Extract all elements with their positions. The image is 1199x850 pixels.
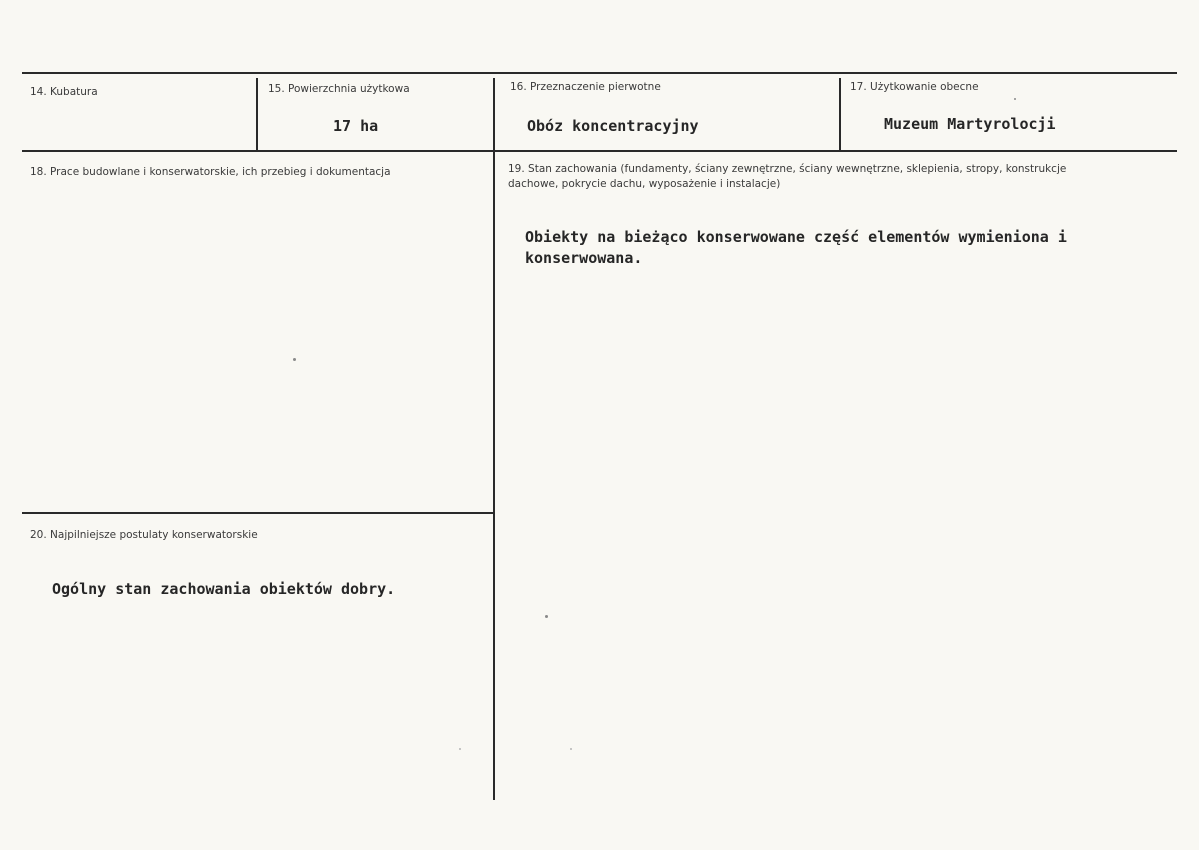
field-20-label: 20. Najpilniejsze postulaty konserwatorskie (30, 529, 258, 541)
column-divider-main (493, 78, 495, 800)
paper-speck (570, 748, 572, 750)
paper-speck (293, 358, 296, 361)
field-20-value: Ogólny stan zachowania obiektów dobry. (52, 580, 396, 598)
field-18-label: 18. Prace budowlane i konserwatorskie, ich przebieg i dokumentacja (30, 166, 391, 178)
row-divider (22, 150, 1177, 152)
field-19-label: 19. Stan zachowania (fundamenty, ściany zewnętrzne, ściany wewnętrzne, sklepienia, stropy, konstrukcje dachowe, pokrycie dachu, wyposażenie i instalacje) (508, 163, 1067, 190)
field-17-label: 17. Użytkowanie obecne (850, 81, 979, 93)
paper-speck (1014, 98, 1016, 100)
top-rule (22, 72, 1177, 74)
paper-speck (459, 748, 461, 750)
column-divider-16-17 (839, 78, 841, 150)
column-divider-14-15 (256, 78, 258, 150)
field-16-value: Obóz koncentracyjny (527, 117, 699, 135)
field-15-label: 15. Powierzchnia użytkowa (268, 83, 410, 95)
field-15-value: 17 ha (333, 117, 379, 135)
field-16-label: 16. Przeznaczenie pierwotne (510, 81, 661, 93)
field-14-label: 14. Kubatura (30, 86, 98, 98)
field-17-value: Muzeum Martyrolocji (884, 115, 1056, 133)
field-19-value: Obiekty na bieżąco konserwowane część elementów wymieniona i konserwowana. (525, 228, 1067, 267)
paper-speck (545, 615, 548, 618)
box-20-top-rule (22, 512, 493, 514)
